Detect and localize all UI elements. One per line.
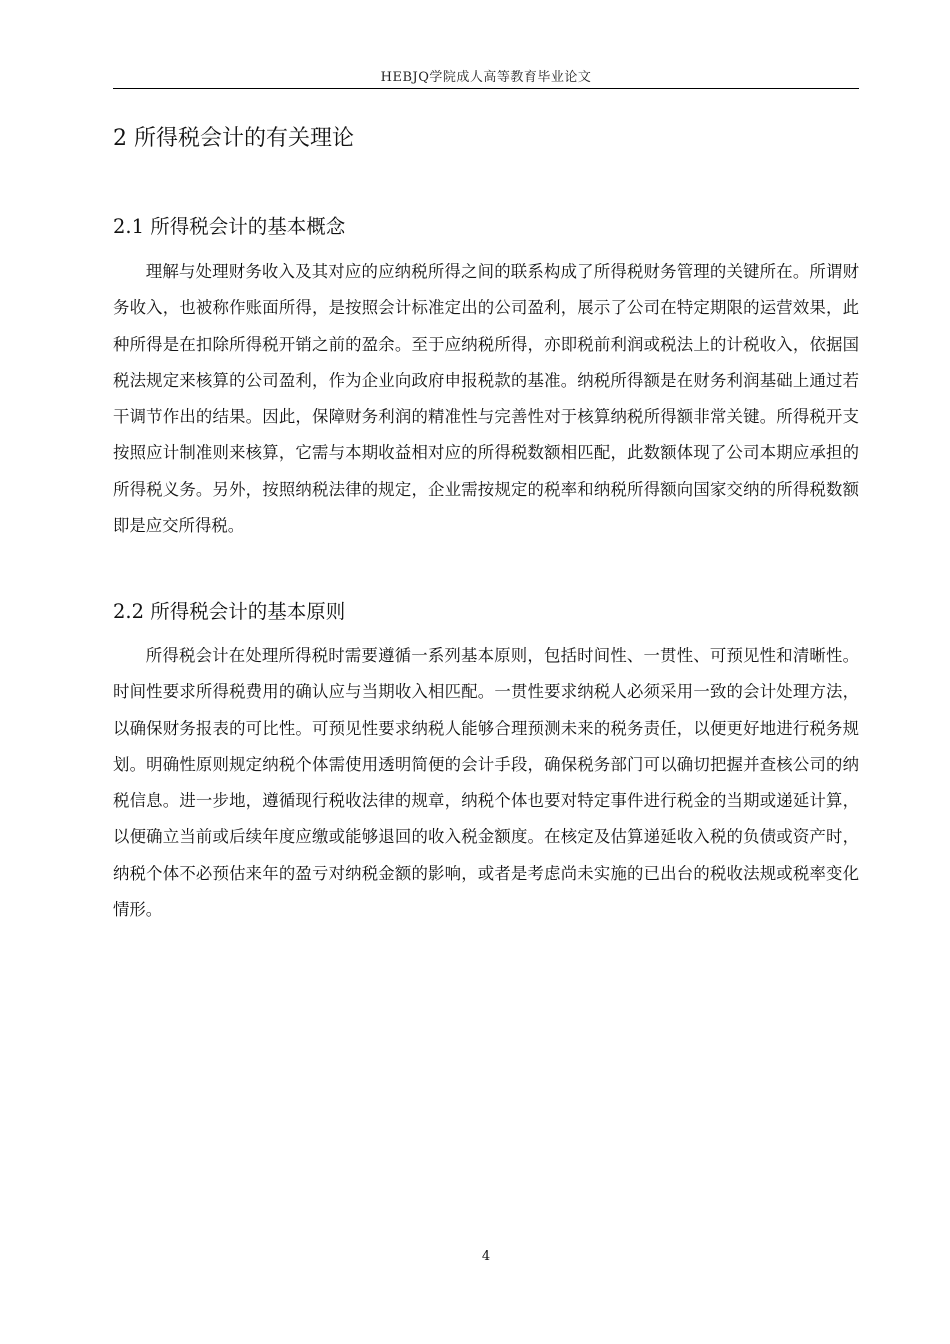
section-title-2-2: 2.2 所得税会计的基本原则	[113, 600, 346, 623]
header-divider	[113, 88, 859, 89]
page-number: 4	[481, 1249, 491, 1264]
section-body-2-2: 所得税会计在处理所得税时需要遵循一系列基本原则，包括时间性、一贯性、可预见性和清晰性。时间性要求所得税费用的确认应与当期收入相匹配。一贯性要求纳税人必须采用一致的会计处理方法，以确保财务报表的可比性。可预见性要求纳税人能够合理预测未来的税务责任，以便更好地进行税务规划。明确性原则规定纳税个体需使用透明简便的会计手段，确保税务部门可以确切把握并查核公司的纳税信息。进一步地，遵循现行税收法律的规章，纳税个体也要对特定事件进行税金的当期或递延计算，以便确立当前或后续年度应缴或能够退回的收入税金额度。在核定及估算递延收入税的负债或资产时，纳税个体不必预估来年的盈亏对纳税金额的影响，或者是考虑尚未实施的已出台的税收法规或税率变化情形。	[113, 646, 859, 920]
section-title-2-1: 2.1 所得税会计的基本概念	[113, 215, 346, 238]
section-body-2-1: 理解与处理财务收入及其对应的应纳税所得之间的联系构成了所得税财务管理的关键所在。所谓财务收入，也被称作账面所得，是按照会计标准定出的公司盈利，展示了公司在特定期限的运营效果，此种所得是在扣除所得税开销之前的盈余。至于应纳税所得，亦即税前利润或税法上的计税收入，依据国税法规定来核算的公司盈利，作为企业向政府申报税款的基准。纳税所得额是在财务利润基础上通过若干调节作出的结果。因此，保障财务利润的精准性与完善性对于核算纳税所得额非常关键。所得税开支按照应计制准则来核算，它需与本期收益相对应的所得税数额相匹配，此数额体现了公司本期应承担的所得税义务。另外，按照纳税法律的规定，企业需按规定的税率和纳税所得额向国家交纳的所得税数额即是应交所得税。	[113, 262, 859, 536]
chapter-title: 2 所得税会计的有关理论	[113, 126, 354, 151]
running-header: HEBJQ学院成人高等教育毕业论文	[380, 70, 592, 85]
